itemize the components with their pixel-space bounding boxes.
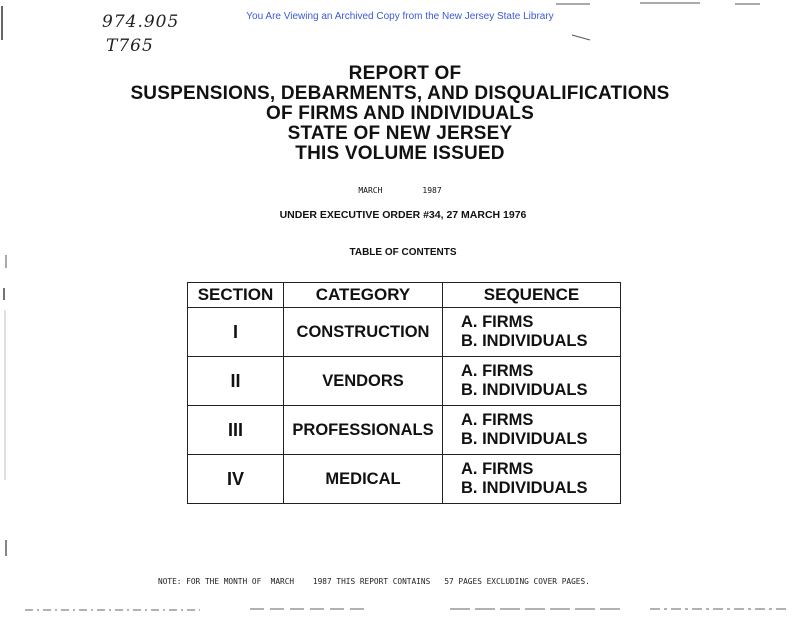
title-line: THIS VOLUME ISSUED bbox=[295, 143, 505, 164]
sequence-individuals: B. INDIVIDUALS bbox=[461, 430, 588, 448]
column-header-section: SECTION bbox=[188, 283, 284, 308]
sequence-individuals: B. INDIVIDUALS bbox=[461, 479, 588, 497]
section-number: IV bbox=[188, 455, 284, 504]
category-name: PROFESSIONALS bbox=[284, 406, 443, 455]
archive-banner[interactable]: You Are Viewing an Archived Copy from the New Jersey State Library bbox=[246, 11, 554, 22]
sequence-firms: A. FIRMS bbox=[461, 411, 534, 429]
sequence-individuals: B. INDIVIDUALS bbox=[461, 332, 588, 350]
sequence-cell bbox=[443, 455, 621, 504]
sequence-cell bbox=[443, 308, 621, 357]
page-count-note: NOTE: FOR THE MONTH OF MARCH 1987 THIS REPORT CONTAINS 57 PAGES EXCLUDING COVER PAGES. bbox=[158, 577, 590, 586]
section-number: III bbox=[188, 406, 284, 455]
table-row bbox=[188, 357, 621, 406]
sequence-firms: A. FIRMS bbox=[461, 313, 534, 331]
column-header-category: CATEGORY bbox=[284, 283, 443, 308]
title-line: REPORT OF bbox=[348, 63, 462, 84]
sequence-firms: A. FIRMS bbox=[461, 362, 534, 380]
title-line: OF FIRMS AND INDIVIDUALS bbox=[266, 103, 534, 124]
toc-heading: TABLE OF CONTENTS bbox=[349, 247, 457, 258]
sequence-individuals: B. INDIVIDUALS bbox=[461, 381, 588, 399]
handwritten-call-number: 974.905 bbox=[102, 12, 180, 32]
category-name: CONSTRUCTION bbox=[284, 308, 443, 357]
report-title bbox=[0, 64, 800, 164]
table-row bbox=[188, 308, 621, 357]
table-of-contents bbox=[187, 282, 621, 504]
table-header-row bbox=[188, 283, 621, 308]
sequence-firms: A. FIRMS bbox=[461, 460, 534, 478]
section-number: II bbox=[188, 357, 284, 406]
category-name: MEDICAL bbox=[284, 455, 443, 504]
title-line: SUSPENSIONS, DEBARMENTS, AND DISQUALIFICATIONS bbox=[130, 83, 670, 104]
table-row bbox=[188, 455, 621, 504]
issue-month: MARCH bbox=[358, 186, 383, 195]
section-number: I bbox=[188, 308, 284, 357]
issue-year: 1987 bbox=[422, 186, 442, 195]
handwritten-call-number-suffix: T765 bbox=[106, 36, 154, 56]
table-row bbox=[188, 406, 621, 455]
executive-order-line: UNDER EXECUTIVE ORDER #34, 27 MARCH 1976 bbox=[279, 209, 527, 221]
column-header-sequence: SEQUENCE bbox=[443, 283, 621, 308]
category-name: VENDORS bbox=[284, 357, 443, 406]
sequence-cell bbox=[443, 406, 621, 455]
sequence-cell bbox=[443, 357, 621, 406]
issue-date bbox=[0, 186, 800, 195]
title-line: STATE OF NEW JERSEY bbox=[287, 123, 513, 144]
